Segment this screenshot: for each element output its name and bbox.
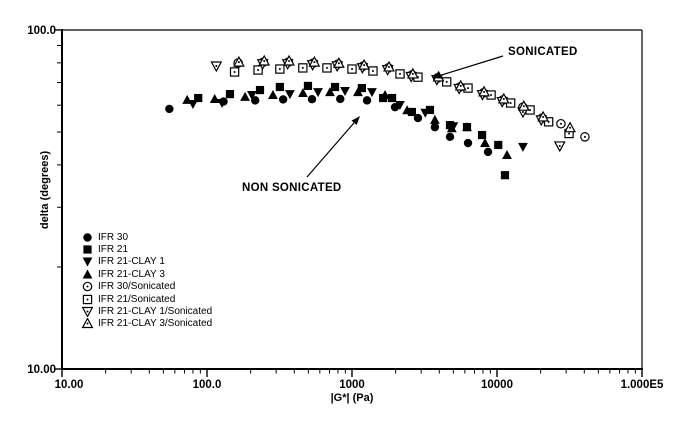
series-ifr-21 (194, 82, 509, 179)
data-point-circle (363, 96, 371, 104)
legend-item (80, 318, 212, 330)
marker-center-dot (87, 298, 89, 300)
marker-center-dot (467, 87, 469, 89)
marker-center-dot (302, 67, 304, 69)
marker-center-dot (372, 70, 374, 72)
annotation-arrow-line (441, 56, 503, 75)
triangle-down-open-icon (80, 306, 95, 317)
marker-center-dot (460, 85, 462, 87)
x-tick-label: 10000 (481, 379, 513, 391)
triangle-up-filled-icon (80, 269, 95, 280)
legend (80, 231, 212, 330)
x-tick-label: 100.0 (192, 379, 222, 391)
x-axis-title: |G*| (Pa) (330, 392, 374, 404)
legend-label: IFR 21-CLAY 3/Sonicated (98, 318, 213, 330)
marker-center-dot (412, 73, 414, 75)
legend-item (80, 268, 212, 280)
annotation-arrow-line (307, 123, 354, 177)
triangle-down-filled-icon (80, 256, 95, 267)
data-point-triangle-down (313, 88, 323, 97)
legend-item (80, 256, 212, 268)
marker-center-dot (446, 81, 448, 83)
series-ifr-21-clay-3-sonicated (234, 56, 575, 132)
marker-center-dot (263, 60, 265, 62)
triangle-up-open-icon (80, 318, 95, 329)
legend-label: IFR 21-CLAY 1/Sonicated (98, 306, 213, 318)
marker-center-dot (326, 67, 328, 69)
marker-center-dot (288, 60, 290, 62)
legend-marker (83, 269, 93, 278)
marker-center-dot (363, 64, 365, 66)
data-point-circle (165, 105, 173, 113)
annotation-non-sonicated: NON SONICATED (242, 182, 342, 194)
marker-center-dot (87, 311, 89, 313)
data-point-square (276, 83, 284, 91)
data-point-square (226, 90, 234, 98)
legend-label: IFR 21-CLAY 1 (98, 256, 165, 268)
marker-center-dot (351, 68, 353, 70)
marker-center-dot (568, 133, 570, 135)
data-point-square (494, 141, 502, 149)
data-point-triangle-down (367, 88, 377, 97)
marker-center-dot (388, 66, 390, 68)
marker-center-dot (569, 127, 571, 129)
data-point-square (501, 171, 509, 179)
marker-center-dot (483, 91, 485, 93)
marker-center-dot (234, 71, 236, 73)
legend-item (80, 293, 212, 305)
marker-center-dot (279, 68, 281, 70)
data-point-square (304, 82, 312, 90)
x-tick-label: 1.000E5 (620, 379, 664, 391)
marker-center-dot (238, 61, 240, 63)
legend-marker (83, 233, 91, 241)
data-point-circle (484, 148, 492, 156)
legend-item (80, 231, 212, 243)
series-ifr-30 (165, 95, 492, 156)
marker-center-dot (559, 145, 561, 147)
marker-center-dot (584, 136, 586, 138)
marker-center-dot (523, 105, 525, 107)
data-point-square (331, 83, 339, 91)
legend-item (80, 281, 212, 293)
data-point-circle (336, 95, 344, 103)
circle-open-icon (80, 281, 95, 292)
marker-center-dot (560, 123, 562, 125)
marker-center-dot (215, 65, 217, 67)
y-tick-label: 10.00 (27, 364, 56, 376)
x-tick-label: 1000 (339, 379, 365, 391)
data-point-triangle-down (518, 143, 528, 152)
marker-center-dot (542, 116, 544, 118)
annotation-sonicated: SONICATED (508, 46, 578, 58)
marker-center-dot (257, 69, 259, 71)
legend-label: IFR 30/Sonicated (98, 281, 176, 293)
data-point-triangle-up (480, 138, 490, 147)
data-point-triangle-up (182, 95, 192, 104)
marker-center-dot (522, 111, 524, 113)
marker-center-dot (87, 286, 89, 288)
legend-marker (83, 245, 91, 253)
legend-label: IFR 21/Sonicated (98, 293, 176, 305)
data-point-circle (446, 133, 454, 141)
legend-item (80, 305, 212, 317)
data-point-square (256, 86, 264, 94)
marker-center-dot (510, 102, 512, 104)
marker-center-dot (313, 61, 315, 63)
x-tick-label: 10.00 (54, 379, 84, 391)
data-point-square (478, 131, 486, 139)
data-point-circle (308, 95, 316, 103)
square-open-icon (80, 294, 95, 305)
marker-center-dot (338, 62, 340, 64)
marker-center-dot (87, 323, 89, 325)
data-point-triangle-down (340, 87, 350, 96)
data-point-circle (431, 123, 439, 131)
y-tick-label: 100.0 (27, 25, 56, 37)
square-filled-icon (80, 244, 95, 255)
circle-filled-icon (80, 232, 95, 243)
data-point-triangle-up (268, 90, 278, 99)
legend-item (80, 243, 212, 255)
y-axis-title: delta (degrees) (39, 150, 51, 230)
legend-label: IFR 21-CLAY 3 (98, 268, 165, 280)
data-point-triangle-up (430, 115, 440, 124)
legend-label: IFR 21 (98, 244, 129, 256)
data-point-circle (279, 95, 287, 103)
legend-label: IFR 30 (98, 231, 129, 243)
data-point-triangle-up (210, 94, 220, 103)
marker-center-dot (503, 98, 505, 100)
data-point-circle (464, 139, 472, 147)
data-point-triangle-up (502, 150, 512, 159)
legend-marker (83, 258, 93, 267)
marker-center-dot (490, 94, 492, 96)
marker-center-dot (399, 73, 401, 75)
